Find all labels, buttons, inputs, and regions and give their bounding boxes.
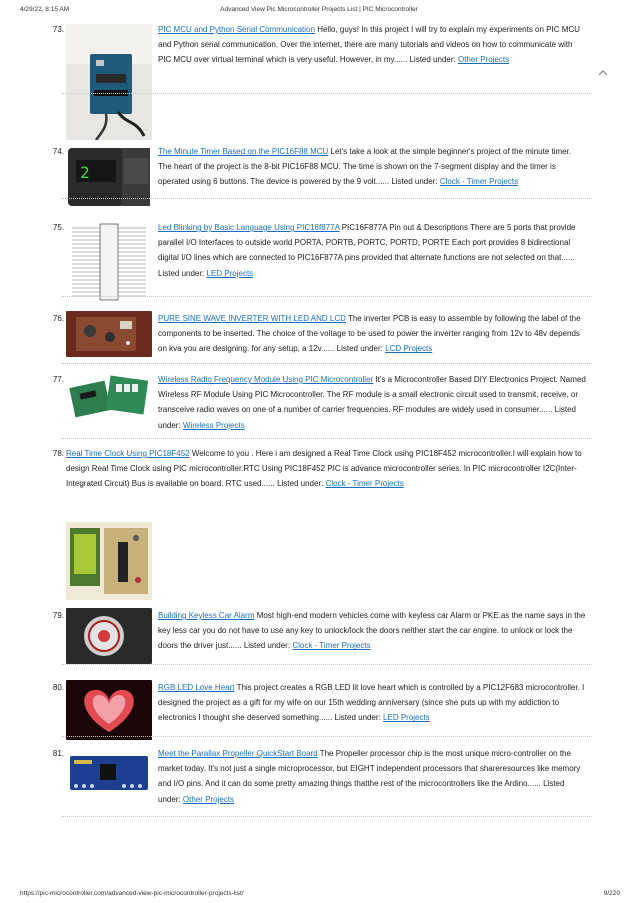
project-entry — [0, 144, 638, 204]
entry-description: Meet the Parallax Propeller QuickStart Board The Propeller processor chip is the most unique micro-controller on the market today. It's not just a single microprocessor, but EIGHT independent processors that shareresources like memory and I/O pins. And it can do some pretty amazing things thatthe rest of the microcontrollers like the Ardino...... Listed under: Other Projects — [158, 749, 581, 804]
divider — [62, 438, 592, 439]
led-heart-image — [66, 680, 152, 740]
project-entry — [0, 446, 638, 576]
entry-number: 81. — [52, 749, 64, 758]
project-title-link[interactable]: Wireless Radio Frequency Module Using PIC Microcontroller — [158, 375, 374, 384]
divider — [62, 198, 592, 199]
project-thumbnail[interactable] — [66, 372, 152, 422]
entry-description: PURE SINE WAVE INVERTER WITH LED AND LCD The inverter PCB is easy to assemble by following the label of the components to be inserted. The choice of the voltage to be used to power the inverter ranging from 12v to 48v depends on kva you are designing. for any setup, a 12v...... Listed under: LCD Projects — [158, 314, 581, 354]
pinout-diagram-image — [66, 220, 152, 302]
category-link[interactable]: LCD Projects — [385, 344, 433, 354]
project-entry — [0, 680, 638, 726]
serial-board-image — [66, 24, 152, 140]
entry-description: PIC MCU and Python Serial Communication Hello, guys! In this project I will try to explain my experiments on PIC MCU and Python serial communication. Over the internet, there are many tutorials and videos on how to communicate with PIC MCU over virtual terminal which is very useful. However, in my...... Listed under: Other Projects — [158, 25, 580, 65]
project-entry — [0, 372, 638, 432]
category-link[interactable]: Wireless Projects — [182, 420, 245, 430]
project-thumbnail[interactable] — [66, 680, 152, 740]
category-link[interactable]: Clock - Timer Projects — [439, 177, 519, 187]
category-link[interactable]: LED Projects — [206, 268, 254, 278]
project-thumbnail[interactable] — [66, 522, 152, 600]
entry-description: Real Time Clock Using PIC18F452 Welcome to you . Here i am designed a Real Time Clock using PIC18F452 microcontroller.I will explain how to design Real Time Clock using PIC microcontroller.RTC Using PIC18F452 PIC is advance microcontroller series. In PIC microcontroller I2C(Inter-Integrated Circuit) Bus is available on board. RTC used...... Listed under: Clock - Timer Projects — [66, 449, 582, 489]
rf-module-image — [66, 372, 152, 422]
project-thumbnail[interactable] — [66, 220, 152, 302]
print-page-title: Advanced View Pic Microcontroller Projects List | PIC Microcontroller — [220, 6, 418, 13]
inverter-pcb-image — [66, 311, 152, 357]
divider — [62, 816, 592, 817]
entry-description: Wireless Radio Frequency Module Using PIC Microcontroller It's a Microcontroller Based DIY Electronics Project. Named Wireless RF Module Using PIC Microcontroller. The RF module is a small electronic circuit used to transmit, receive, or transceive radio waves on one of a number of carrier frequencies. RF modules are widely used in consumer...... Listed under: Wireless Projects — [158, 375, 586, 430]
entry-number: 76. — [52, 314, 64, 323]
category-link[interactable]: Other Projects — [457, 55, 510, 65]
car-start-button-image — [66, 608, 152, 664]
divider — [62, 363, 592, 364]
entry-description: The Minute Timer Based on the PIC16F88 MCU Let's take a look at the simple beginner's project of the minute timer. The heart of the project is the 8-bit PIC16F88 MCU. The time is shown on the 7-segment display and the timer is operated using 6 buttons. The device is powered by the 9 volt...... Listed under: Clock - Timer Projects — [158, 147, 572, 187]
project-thumbnail[interactable] — [66, 142, 152, 212]
project-entry — [0, 746, 638, 808]
entry-number: 75. — [52, 223, 64, 232]
project-title-link[interactable]: PIC MCU and Python Serial Communication — [158, 25, 315, 34]
project-title-link[interactable]: Meet the Parallax Propeller QuickStart Board — [158, 749, 318, 758]
category-link[interactable]: LED Projects — [383, 713, 430, 723]
page-counter: 9/220 — [603, 890, 620, 897]
entry-description: Building Keyless Car Alarm Most high-end modern vehicles come with keyless car Alarm or PKE.as the name says in the key less car you do not have to use any key to unlock/lock the doors neither start the car engine. to unlock or lock the doors the driver just...... Listed under: Clock - Timer Projects — [158, 611, 586, 651]
divider — [62, 93, 592, 94]
entry-number: 77. — [52, 375, 64, 384]
project-title-link[interactable]: Building Keyless Car Alarm — [158, 611, 255, 620]
entry-number: 73. — [52, 25, 64, 34]
divider — [62, 664, 592, 665]
project-thumbnail[interactable] — [66, 748, 152, 796]
project-entry — [0, 220, 638, 296]
project-title-link[interactable]: Led Blinking by Basic Language Using PIC16f877A — [158, 223, 340, 232]
category-link[interactable]: Other Projects — [182, 794, 235, 804]
entry-number: 78. — [52, 449, 64, 458]
project-entry — [0, 22, 638, 94]
entry-description: Led Blinking by Basic Language Using PIC16f877A PIC16F877A Pin out & Descriptions There are 5 ports that provide parallel I/O Interfaces to outside world PORTA, PORTB, PORTC, PORTD, PORTE Each port provides 8 bidirectional digital I/O lines which are connected to PIC16F877A pins provided that alternate functions are not selected on that...... Listed under: LED Projects — [158, 223, 576, 278]
divider — [62, 736, 592, 737]
divider — [62, 296, 592, 297]
project-thumbnail[interactable] — [66, 24, 152, 140]
timer-device-image — [66, 142, 152, 212]
project-entry — [0, 608, 638, 654]
category-link[interactable]: Clock - Timer Projects — [325, 479, 404, 489]
print-date: 4/29/22, 8:15 AM — [20, 6, 70, 13]
project-thumbnail[interactable] — [66, 608, 152, 664]
entry-number: 80. — [52, 683, 64, 692]
category-link[interactable]: Clock - Timer Projects — [292, 641, 371, 651]
svg-text:2: 2 — [80, 163, 90, 182]
entry-description: RGB LED Love Heart This project creates a RGB LED lit love heart which is controlled by a PIC12F683 microcontroller. I designed the project as a gift for my wife on our 15th wedding anniversary (since she puts up with my addiction to electronics I thought she deserved something...... Listed under: LED Projects — [158, 683, 585, 723]
project-title-link[interactable]: Real Time Clock Using PIC18F452 — [66, 449, 190, 458]
print-url: https://pic-microcontroller.com/advanced-view-pic-microcontroller-projects-list/ — [20, 890, 244, 897]
entry-number: 79. — [52, 611, 64, 620]
entry-number: 74. — [52, 147, 64, 156]
project-title-link[interactable]: PURE SINE WAVE INVERTER WITH LED AND LCD — [158, 314, 346, 323]
propeller-board-image — [66, 748, 152, 796]
project-title-link[interactable]: The Minute Timer Based on the PIC16F88 MCU — [158, 147, 329, 156]
rtc-board-image — [66, 522, 152, 600]
project-title-link[interactable]: RGB LED Love Heart — [158, 683, 235, 692]
project-entry — [0, 311, 638, 357]
project-thumbnail[interactable] — [66, 311, 152, 357]
